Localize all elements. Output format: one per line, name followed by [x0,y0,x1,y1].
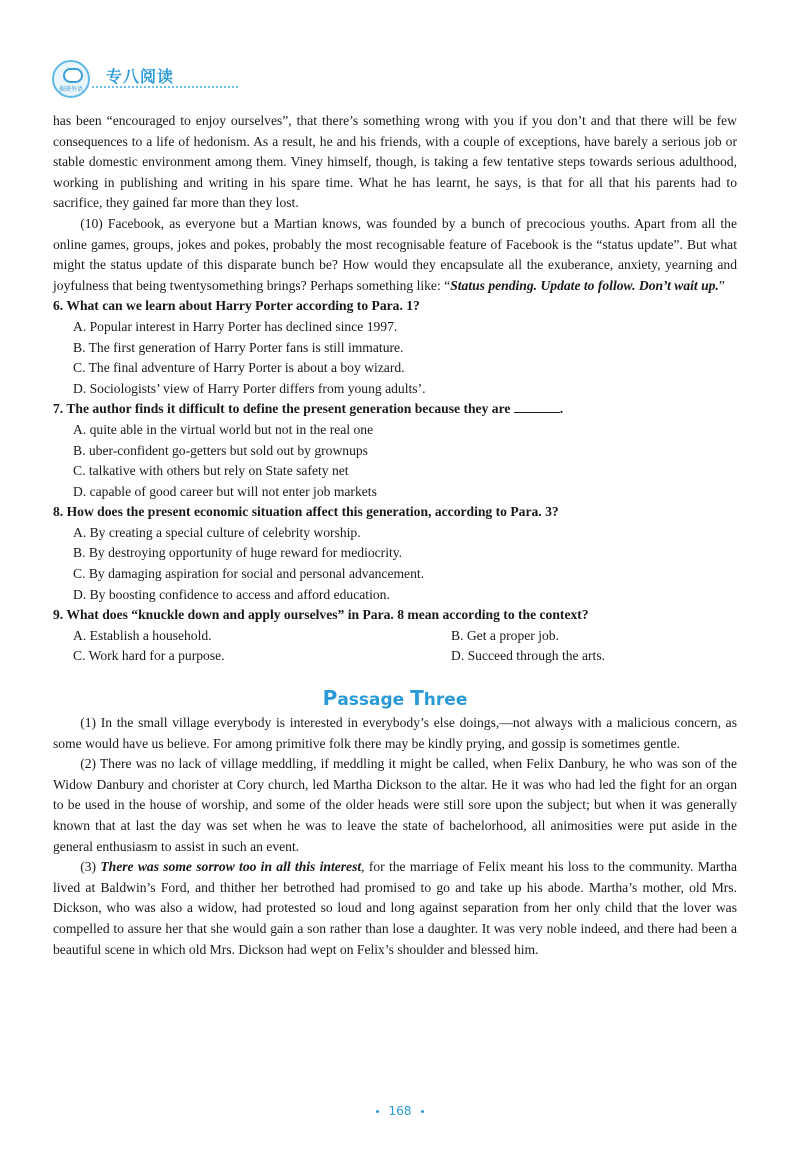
cloud-icon [63,68,83,83]
option-b: B. uber-confident go-getters but sold out by grownups [73,442,368,458]
option-a: A. quite able in the virtual world but not in the real one [73,421,374,437]
option-c: C. By damaging aspiration for social and personal advancement. [73,566,425,582]
question-stem [53,399,737,420]
passage-paragraph-3 [53,857,737,960]
paragraph-10-text: (10) Facebook, as everyone but a Martian knows, was founded by a bunch of precocious youths. Apart from all the online games, groups, jokes and pokes, probably the most recognisable feature of Facebook is the “status update”. But what might the status update of this disparate bunch be? How would they encapsulate all the exuberance, anxiety, yearning and joyfulness that being twentysomething brings? Perhaps something like: “ [53,215,737,293]
question-stem: 8. How does the present economic situation affect this generation, according to Para. 3? [53,504,559,520]
passage-title [53,683,737,713]
options-grid [53,626,737,667]
option-b: B. Get a proper job. [451,627,559,643]
question-9 [53,605,737,667]
page-footer [0,1104,800,1118]
section-title: 专八阅读 [106,67,175,86]
title-cap-1: P [322,686,338,711]
paragraph-3-rest: , for the marriage of Felix meant his loss to the community. Martha lived at Baldwin’s Ford, and thither her betrothed had promised to go and take up his abode. Martha’s mother, old Mrs. Dickson, who was also a widow, had protested so loud and long against separation from her only child that the lover was compelled to assure her that she would gain a son rather than lose a daughter. It was very noble indeed, and there had been a beautiful scene in which old Mrs. Dickson had wept on Felix’s shoulder and blessed him. [53,859,738,957]
question-7 [53,399,737,502]
dot-icon [421,1110,424,1113]
header-divider [92,86,238,88]
answer-blank [514,400,560,413]
option-d: D. capable of good career but will not enter job markets [73,483,377,499]
question-stem-text: 7. The author finds it difficult to define the present generation because they are [53,401,511,417]
question-stem: 6. What can we learn about Harry Porter according to Para. 1? [53,298,420,314]
title-rest-1: assage [337,690,405,711]
logo-text: 振研外语 [58,86,83,93]
paragraph-3-start: (3) [80,859,101,875]
book-logo-icon [52,60,90,98]
dot-icon [376,1110,379,1113]
passage-paragraph-1: (1) In the small village everybody is interested in everybody’s else doings,—not always with a malicious concern, as some would have us believe. For among primitive folk there may be kindly prying, and gossip is sometimes gentle. [53,715,737,751]
option-c: C. Work hard for a purpose. [73,648,225,664]
option-c: C. The final adventure of Harry Porter is about a boy wizard. [73,360,405,376]
option-a: A. Popular interest in Harry Porter has declined since 1997. [73,318,398,334]
option-d: D. Sociologists’ view of Harry Porter differs from young adults’. [73,380,426,396]
page-content [53,111,737,960]
option-c: C. talkative with others but rely on State safety net [73,463,349,479]
option-d: D. Succeed through the arts. [451,648,606,664]
title-rest-2: hree [423,690,468,711]
paragraph-10 [53,214,737,296]
question-8 [53,502,737,605]
title-cap-2: T [410,686,424,711]
question-6 [53,296,737,399]
page-number: 168 [388,1104,412,1118]
question-stem: 9. What does “knuckle down and apply ourselves” in Para. 8 mean according to the context? [53,607,589,623]
question-stem-end: . [559,401,564,417]
page-header [52,60,252,100]
paragraph-9-continued: has been “encouraged to enjoy ourselves”, that there’s something wrong with you if you don’t and that there will be few consequences to a life of hedonism. As a result, he and his friends, with a couple of exceptions, have barely a serious job or stable domestic environment among them. Viney himself, though, is taking a few tentative steps towards serious adulthood, working in publishing and writing in his spare time. What he has learnt, he says, is that for all that his parents had to sacrifice, they gained far more than they lost. [53,113,737,211]
option-d: D. By boosting confidence to access and afford education. [73,586,390,602]
paragraph-10-end: ” [718,277,725,293]
passage-paragraph-2: (2) There was no lack of village meddling, if meddling it might be called, when Felix Danbury, he who was son of the Widow Danbury and chorister at Cory church, led Martha Dickson to the altar. He it was who had led the fight for an organ to be used in the house of worship, and some of the older heads were still sore upon the subject; but when it was generally known that at last the day was set when he was to leave the state of bachelorhood, all animosities were put aside in the general enthusiasm to assist in such an event. [53,756,737,854]
paragraph-10-emphasis: Status pending. Update to follow. Don’t wait up. [450,277,719,293]
option-b: B. By destroying opportunity of huge reward for mediocrity. [73,545,403,561]
option-b: B. The first generation of Harry Porter fans is still immature. [73,339,404,355]
paragraph-3-emphasis: There was some sorrow too in all this interest [100,859,362,875]
option-a: A. By creating a special culture of celebrity worship. [73,524,361,540]
option-a: A. Establish a household. [73,627,212,643]
